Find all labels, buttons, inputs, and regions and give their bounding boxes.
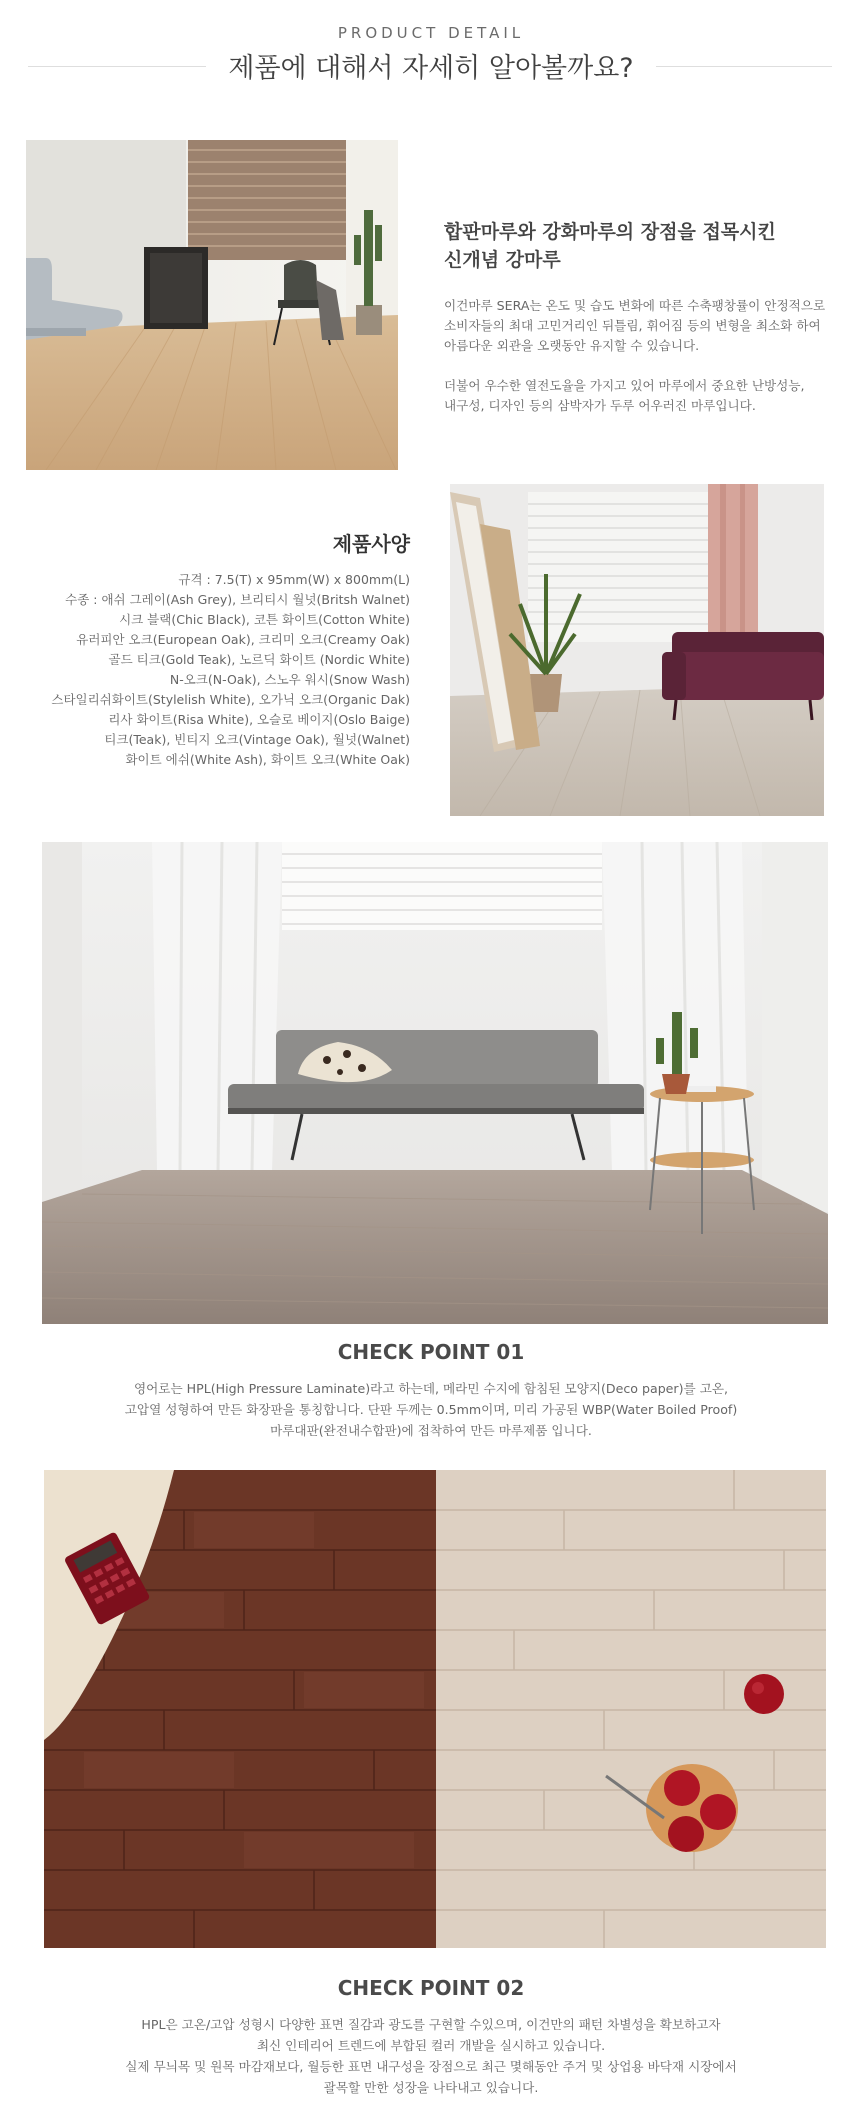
spec-line: N-오크(N-Oak), 스노우 워시(Snow Wash): [169, 672, 410, 687]
gray-sofa-room-photo: [42, 842, 828, 1324]
specs-title: 제품사양: [332, 532, 410, 556]
spec-line: 유러피안 오크(European Oak), 크리미 오크(Creamy Oak): [76, 632, 410, 647]
page-title: 제품에 대해서 자세히 알아볼까요?: [0, 46, 862, 85]
spec-line: 화이트 에쉬(White Ash), 화이트 오크(White Oak): [125, 752, 410, 767]
checkpoint-02-title: CHECK POINT 02: [337, 1976, 525, 2000]
spec-line: 티크(Teak), 빈티지 오크(Vintage Oak), 월넛(Walnet): [104, 732, 410, 747]
spec-line: 시크 블랙(Chic Black), 코튼 화이트(Cotton White): [119, 612, 410, 627]
intro-paragraph-2: 더불어 우수한 열전도율을 가지고 있어 마루에서 중요한 난방성능, 내구성, 디자인 등의 삼박자가 두루 어우러진 마루입니다.: [444, 378, 805, 413]
living-room-photo: [26, 140, 398, 470]
checkpoint-01-title: CHECK POINT 01: [337, 1340, 525, 1364]
checkpoint-02-text: HPL은 고온/고압 성형시 다양한 표면 질감과 광도를 구현할 수있으며, 이건만의 패턴 차별성을 확보하고자 최신 인테리어 트렌드에 부합된 컬러 개발을 실시하고 있습니다. 실제 무늬목 및 원목 마감재보다, 월등한 표면 내구성을 장점으로 최근 몇해동안 주거 및 상업용 바닥재 시장에서 괄목할 만한 성장을 나타내고 있습니다.: [125, 2017, 737, 2095]
checkpoint-01-text: 영어로는 HPL(High Pressure Laminate)라고 하는데, 메라민 수지에 함침된 모양지(Deco paper)를 고온, 고압열 성형하여 만든 화장판을 통칭합니다. 단판 두께는 0.5mm이며, 미리 가공된 WBP(Water Boiled Proof) 마루대판(완전내수합판)에 접착하여 만든 마루제품 입니다.: [124, 1381, 738, 1438]
spec-line: 골드 티크(Gold Teak), 노르딕 화이트 (Nordic White): [108, 652, 410, 667]
spec-line: 스타일리쉬화이트(Stylelish White), 오가닉 오크(Organic Dak): [51, 692, 410, 707]
spec-line: 규격 : 7.5(T) x 95mm(W) x 800mm(L): [178, 572, 410, 587]
sofa-room-photo: [450, 484, 824, 816]
spec-line: 수종 : 애쉬 그레이(Ash Grey), 브리티시 월넛(Britsh Walnet): [65, 592, 410, 607]
section-eyebrow: PRODUCT DETAIL: [337, 24, 525, 42]
intro-paragraph-1: 이건마루 SERA는 온도 및 습도 변화에 따른 수축팽창률이 안정적으로 소비자들의 최대 고민거리인 뒤틀림, 휘어짐 등의 변형을 최소화 하여 아름다운 외관을 오랫동안 유지할 수 있습니다.: [444, 298, 826, 353]
intro-heading: 합판마루와 강화마루의 장점을 접목시킨 신개념 강마루: [444, 221, 776, 271]
spec-line: 리사 화이트(Risa White), 오슬로 베이지(Oslo Baige): [108, 712, 410, 727]
specs-list: [10, 570, 410, 770]
flooring-split-photo: [44, 1470, 826, 1948]
